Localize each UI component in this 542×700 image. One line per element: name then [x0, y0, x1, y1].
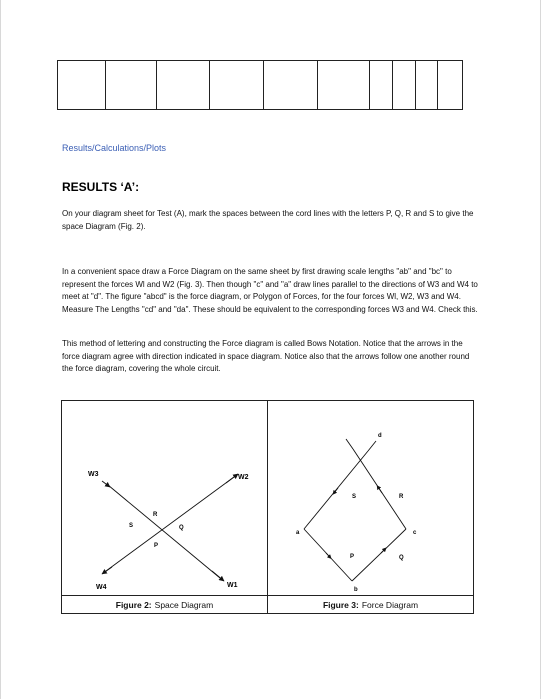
figure-3-number: Figure 3: — [322, 599, 359, 610]
figure-3-caption — [268, 596, 473, 613]
arrow-w2 — [226, 474, 238, 483]
label-r: R — [153, 512, 158, 518]
space-diagram — [62, 401, 268, 595]
figure-2-number: Figure 2: — [115, 599, 152, 610]
header-cell — [393, 61, 416, 109]
arrow-d-a — [334, 488, 338, 493]
label-c: c — [413, 530, 417, 536]
label-b: b — [354, 587, 358, 593]
header-cell — [210, 61, 264, 109]
header-cell — [438, 61, 462, 109]
space-diagram-cell — [62, 401, 268, 595]
label-q: Q — [179, 525, 184, 531]
paragraph-bows-notation: This method of lettering and constructing the Force diagram is called Bows Notation. Notice that the arrows in the force diagram agree with direction indicated in space diagram. Notice also that the arrows follow one another round the force diagram, covering the whole circuit. — [62, 339, 470, 374]
label-s: S — [352, 494, 357, 500]
label-p: P — [350, 554, 355, 560]
paragraph-force-diagram: In a convenient space draw a Force Diagram on the same sheet by first drawing scale lengths "ab" and "bc" to represent the forces Wl and W2 (Fig. 3). Then though "c" and "a" draw lines parallel to the directions of W3 and W4 to meet at "d". The figure "abcd" is the force diagram, or Polygon of Forces, for the four forces Wl, W2, W3 and W4. Measure The Lengths "cd" and "da". These should be equivalent to the corresponding forces W3 and W4. Check this. — [62, 267, 478, 314]
figure-2-title: Space Diagram — [154, 599, 214, 610]
label-w3: W3 — [88, 471, 99, 478]
header-cell — [264, 61, 318, 109]
header-cell — [157, 61, 211, 109]
arrow-c-d — [378, 487, 382, 493]
figure-2-caption — [62, 596, 268, 613]
label-p: P — [154, 543, 159, 549]
arrow-w1 — [212, 571, 224, 581]
label-a: a — [296, 530, 300, 536]
paragraph-space-diagram: On your diagram sheet for Test (A), mark the spaces between the cord lines with the letters P, Q, R and S to give the space Diagram (Fig. 2). — [62, 209, 474, 231]
arrow-a-b — [326, 553, 330, 557]
figure-table — [61, 400, 474, 614]
cord-w4-w2 — [106, 477, 234, 571]
section-link[interactable]: Results/Calculations/Plots — [62, 143, 167, 153]
label-q: Q — [399, 555, 404, 561]
results-heading: RESULTS ‘A’: — [62, 180, 140, 194]
arrow-w3 — [102, 481, 110, 487]
label-s: S — [129, 523, 134, 529]
header-table — [57, 60, 463, 110]
header-cell — [370, 61, 393, 109]
header-cell — [106, 61, 157, 109]
figure-3-title: Force Diagram — [361, 599, 419, 610]
force-diagram — [268, 401, 473, 595]
label-w1: W1 — [227, 582, 238, 589]
force-diagram-cell — [268, 401, 473, 595]
label-w2: W2 — [238, 474, 249, 481]
arrow-w4 — [102, 567, 112, 574]
label-d: d — [378, 433, 382, 439]
side-b-c — [352, 529, 406, 581]
header-cell — [58, 61, 106, 109]
extension-d — [368, 441, 376, 451]
extension-d-alt — [346, 439, 353, 449]
arrow-b-c — [381, 549, 385, 553]
header-cell — [416, 61, 438, 109]
caption-row — [62, 595, 473, 613]
cord-w3-w1 — [108, 485, 220, 578]
header-cell — [318, 61, 371, 109]
label-w4: W4 — [96, 584, 107, 591]
label-r: R — [399, 494, 404, 500]
